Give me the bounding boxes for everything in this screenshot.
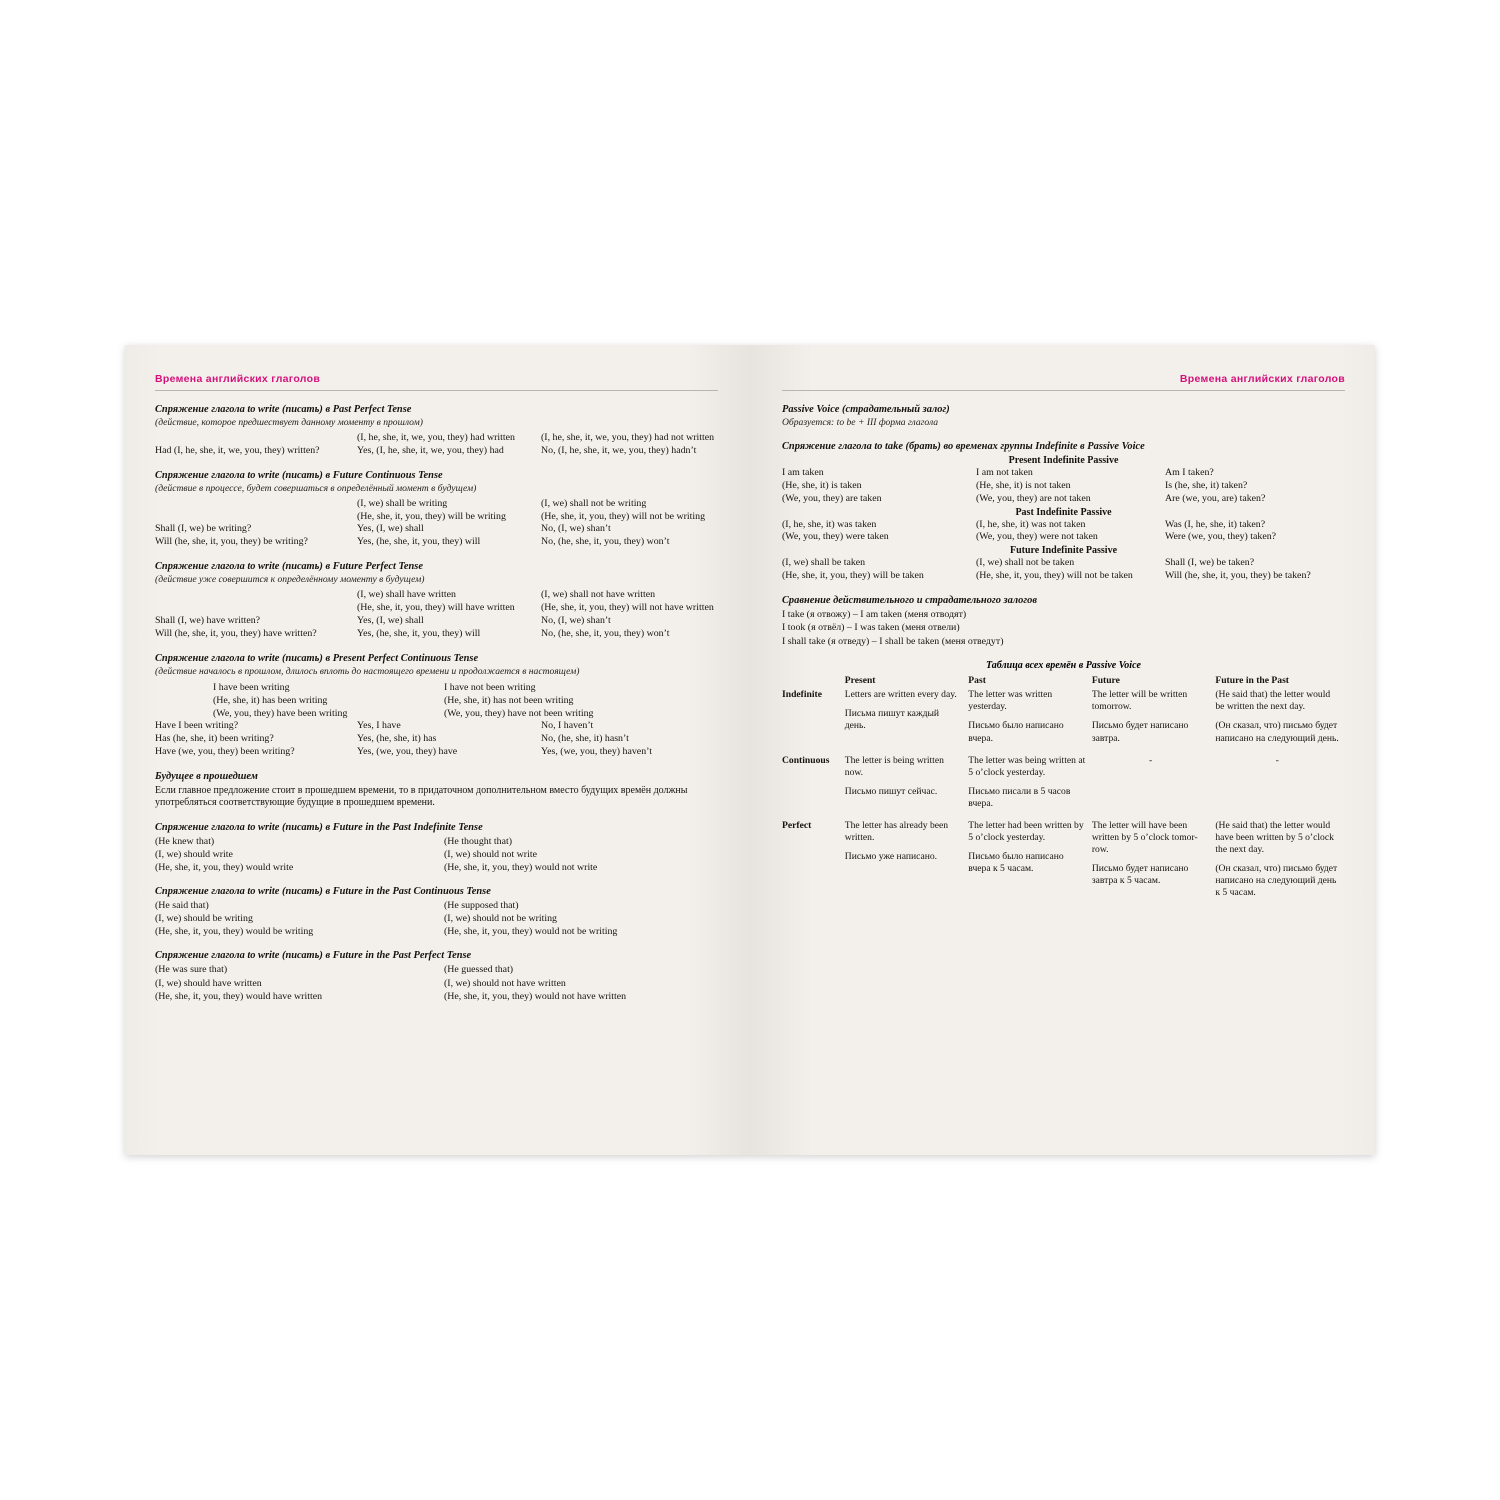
row-label-continuous: Continuous — [782, 754, 830, 766]
cell: Yes, (I, we) shall — [357, 523, 424, 535]
cell: (I, he, she, it, we, you, they) had not written — [541, 431, 715, 443]
section-title: Спряжение глагола to write (писать) в Past Perfect Tense — [155, 404, 412, 415]
cell: No, I haven’t — [541, 719, 594, 731]
section-title: Спряжение глагола to write (писать) в Future Continuous Tense — [155, 469, 443, 481]
cell: Yes, (he, she, it, you, they) will — [357, 536, 481, 548]
cell: No, (he, she, it) hasn’t — [541, 732, 629, 744]
cell-en: The letter was written yesterday. — [968, 689, 1053, 713]
cell: (I, we) should write — [155, 849, 233, 861]
comparison-line: I take (я отвожу) – I am taken (меня отводят) — [782, 609, 967, 621]
subhead-future-indefinite-passive: Future Indefinite Passive — [1009, 545, 1118, 557]
section-title: Спряжение глагола to write (писать) в Future Perfect Tense — [155, 561, 423, 573]
cell: (He, she, it, you, they) will have written — [357, 602, 515, 614]
section-title: Спряжение глагола to write (писать) в Present Perfect Continuous Tense — [155, 652, 479, 664]
col-present: Present — [844, 675, 876, 687]
col-blank — [782, 675, 845, 689]
cell: Yes, (I, we) shall — [357, 614, 424, 626]
subhead-past-indefinite-passive: Past Indefinite Passive — [1015, 506, 1112, 518]
cell: (He supposed that) — [444, 900, 519, 912]
cell-ru: Письмо писали в 5 часов вчера. — [968, 785, 1071, 809]
cell: Have I been writing? — [155, 719, 239, 731]
cell: (I, we) shall be taken — [782, 557, 866, 569]
cell-en: (He said that) the letter would be written the next day. — [1215, 689, 1331, 713]
cell — [155, 511, 353, 524]
cell — [155, 432, 353, 445]
cell: Yes, (we, you, they) have — [357, 745, 458, 757]
table-row — [782, 689, 1345, 754]
cell: (I, he, she, it) was not taken — [976, 518, 1086, 530]
cell-ru: Письмо будет написано завтра к 5 часам. — [1091, 863, 1189, 887]
cell: (He, she, it, you, they) would not be writing — [444, 926, 618, 938]
cell-ru: Письмо пишут сейчас. — [844, 785, 938, 797]
cell: (He, she, it, you, they) will not have written — [541, 602, 714, 614]
cell: (He, she, it, you, they) will be writing — [357, 510, 506, 522]
cell: (He was sure that) — [155, 964, 228, 976]
cell-en: The letter was being written at 5 o’clock yesterday. — [968, 754, 1086, 778]
conjugation-grid — [155, 963, 718, 1002]
cell-en: The letter will be written tomorrow. — [1091, 689, 1188, 713]
section-title: Спряжение глагола to write (писать) в Future in the Past Perfect Tense — [155, 950, 472, 962]
cell: (We, you, they) were not taken — [976, 531, 1098, 543]
cell: (He, she, it) is not taken — [976, 479, 1071, 491]
table-header-row — [782, 675, 1345, 689]
cell: I have not been writing — [444, 681, 536, 693]
cell: (I, we) shall have written — [357, 589, 456, 601]
row-label-perfect: Рerfect — [782, 819, 812, 831]
cell: Will (he, she, it, you, they) be taken? — [1165, 570, 1311, 582]
cell — [968, 820, 1092, 909]
conjugation-grid — [155, 432, 718, 458]
conjugation-grid-affirm — [155, 681, 718, 720]
running-head-right: Времена английских глаголов — [782, 373, 1345, 391]
cell-en: The letter has already been written. — [844, 819, 949, 843]
cell: Were (we, you, they) taken? — [1165, 531, 1277, 543]
cell: (I, we) should not write — [444, 849, 537, 861]
cell: Shall (I, we) be taken? — [1165, 557, 1255, 569]
cell: (He, she, it) has been writing — [213, 694, 328, 706]
cell: Yes, (he, she, it) has — [357, 732, 437, 744]
cell: (I, we) should not have written — [444, 977, 566, 989]
conjugation-grid — [155, 835, 718, 874]
cell — [1215, 820, 1345, 909]
cell: (He, she, it, you, they) would not write — [444, 862, 598, 874]
passive-voice-formula: Образуется: to be + III форма глагола — [782, 417, 939, 428]
cell: Will (he, she, it, you, they) be writing? — [155, 536, 308, 548]
section-note: (действие, которое предшествует данному моменту в прошлом) — [155, 417, 423, 428]
left-page — [125, 345, 750, 1155]
cell: (He thought that) — [444, 836, 513, 848]
cell: No, (I, he, she, it, we, you, they) hadn’t — [541, 444, 697, 456]
cell-en: (He said that) the letter would have been written by 5 o’clock the next day. — [1215, 819, 1334, 856]
conjugation-grid — [155, 498, 718, 550]
cell: Have (we, you, they) been writing? — [155, 745, 295, 757]
cell: Shall (I, we) be writing? — [155, 523, 252, 535]
passive-voice-title: Passive Voice (страдательный залог) — [782, 404, 950, 415]
comparison-title: Сравнение действительного и страдательного залогов — [782, 595, 1037, 607]
cell: (We, you, they) have been writing — [213, 707, 348, 719]
cell: (I, we) shall not have written — [541, 589, 656, 601]
cell — [1092, 820, 1216, 909]
cell: (He, she, it, you, they) will not be taken — [976, 570, 1133, 582]
cell: (He said that) — [155, 900, 209, 912]
right-page — [750, 345, 1375, 1155]
cell: No, (he, she, it, you, they) won’t — [541, 627, 670, 639]
conjugation-grid — [155, 589, 718, 641]
cell: (He, she, it) is taken — [782, 479, 862, 491]
table-row — [782, 820, 1345, 909]
comparison-lines — [782, 608, 1345, 648]
cell: (We, you, they) are taken — [782, 492, 882, 504]
passive-table-title: Таблица всех времён в Passive Voice — [986, 660, 1141, 672]
cell — [845, 820, 969, 909]
cell-empty: - — [1148, 754, 1153, 766]
section-note: (действие началось в прошлом, длилось вплоть до настоящего времени и продолжается в настоящем) — [155, 665, 580, 677]
cell: Will (he, she, it, you, they) have written? — [155, 627, 317, 639]
cell-en: The letter will have been written by 5 o’clock tomor-row. — [1091, 819, 1198, 856]
cell: Has (he, she, it) been writing? — [155, 732, 274, 744]
cell: (He, she, it, you, they) would write — [155, 862, 294, 874]
cell: (He knew that) — [155, 836, 215, 848]
cell-ru: (Он сказал, что) письмо будет написано на следующий день к 5 часам. — [1215, 863, 1338, 899]
comparison-line: I shall take (я отведу) – I shall be taken (меня отведут) — [782, 635, 1004, 647]
cell: (I, we) should be writing — [155, 913, 253, 925]
cell — [155, 602, 353, 615]
cell — [968, 755, 1092, 820]
cell: Yes, (we, you, they) haven’t — [541, 745, 652, 757]
cell: (I, we) should not be writing — [444, 913, 557, 925]
cell: (He, she, it, you, they) would have written — [155, 990, 323, 1002]
col-future-in-past: Future in the Past — [1215, 675, 1289, 687]
cell: Had (I, he, she, it, we, you, they) written? — [155, 444, 320, 456]
cell — [155, 498, 353, 511]
passive-conjugation-title: Спряжение глагола to take (брать) во временах группы Indefinite в Passive Voice — [782, 440, 1145, 452]
section-note: (действие в процессе, будет совершаться в определённый момент в будущем) — [155, 482, 477, 494]
cell — [845, 689, 969, 754]
cell-en: Letters are written every day. — [844, 689, 957, 701]
cell — [155, 589, 353, 602]
cell-ru: Письмо уже написано. — [844, 851, 938, 863]
cell-ru: Письмо было написано вчера к 5 часам. — [968, 851, 1064, 875]
cell: Are (we, you, are) taken? — [1165, 492, 1266, 504]
col-future: Future — [1091, 675, 1120, 687]
cell: (I, we) shall not be writing — [541, 497, 647, 509]
cell-ru: Письма пишут каждый день. — [844, 708, 940, 732]
cell: (I, we) shall be writing — [357, 497, 448, 509]
cell: I have been writing — [213, 681, 290, 693]
cell-ru: (Он сказал, что) письмо будет написано на следующий день. — [1215, 720, 1339, 744]
cell: Shall (I, we) have written? — [155, 614, 261, 626]
cell: (I, he, she, it) was taken — [782, 518, 877, 530]
cell: Am I taken? — [1165, 466, 1214, 478]
passive-tenses-table — [782, 675, 1345, 909]
section-title: Спряжение глагола to write (писать) в Future in the Past Continuous Tense — [155, 886, 491, 898]
section-title: Спряжение глагола to write (писать) в Future in the Past Indefinite Tense — [155, 822, 483, 834]
cell: (He, she, it, you, they) will not be writing — [541, 510, 706, 522]
cell: I am taken — [782, 466, 824, 478]
cell-ru: Письмо было написано вчера. — [968, 720, 1064, 744]
cell-ru: Письмо будет написано завтра. — [1091, 720, 1189, 744]
cell: (He, she, it, you, they) would be writing — [155, 926, 314, 938]
section-title-future-in-past: Будущее в прошедшем — [155, 770, 258, 782]
cell: (He, she, it, you, they) would not have written — [444, 990, 627, 1002]
conjugation-grid-question — [155, 720, 718, 759]
row-label-indefinite: Indefinite — [782, 689, 822, 701]
comparison-line: I took (я отвёл) – I was taken (меня отвели) — [782, 622, 960, 634]
cell: Yes, I have — [357, 719, 401, 731]
future-in-past-text: Если главное предложение стоит в прошедшем времени, то в придаточном дополнительном вместо будущих времён должны употребляться соответствующие будущие в прошедшем времени. — [155, 784, 688, 809]
passive-present-grid — [782, 454, 1345, 583]
cell-en: The letter is being written now. — [844, 754, 944, 778]
cell: Was (I, he, she, it) taken? — [1165, 518, 1266, 530]
cell: (We, you, they) are not taken — [976, 492, 1091, 504]
cell: (He, she, it, you, they) will be taken — [782, 570, 924, 582]
cell: (We, you, they) have not been writing — [444, 707, 594, 719]
cell: (He guessed that) — [444, 964, 514, 976]
cell: (I, we) shall not be taken — [976, 557, 1075, 569]
cell: No, (I, we) shan’t — [541, 523, 611, 535]
cell: I am not taken — [976, 466, 1033, 478]
cell: Yes, (I, he, she, it, we, you, they) had — [357, 444, 504, 456]
cell: Is (he, she, it) taken? — [1165, 479, 1248, 491]
subhead-present-indefinite-passive: Present Indefinite Passive — [1008, 454, 1119, 466]
section-note: (действие уже совершится к определённому моменту в будущем) — [155, 574, 425, 586]
col-past: Past — [968, 675, 986, 687]
cell: (He, she, it) has not been writing — [444, 694, 574, 706]
cell: No, (I, we) shan’t — [541, 614, 611, 626]
book-spread — [125, 345, 1375, 1155]
running-head-left: Времена английских глаголов — [155, 373, 718, 391]
cell: Yes, (he, she, it, you, they) will — [357, 627, 481, 639]
cell — [845, 755, 969, 820]
conjugation-grid — [155, 899, 718, 938]
cell — [1215, 689, 1345, 754]
cell — [1092, 689, 1216, 754]
table-row — [782, 755, 1345, 820]
cell — [968, 689, 1092, 754]
cell: (We, you, they) were taken — [782, 531, 889, 543]
cell: No, (he, she, it, you, they) won’t — [541, 536, 670, 548]
cell: (I, he, she, it, we, you, they) had written — [357, 431, 515, 443]
cell-en: The letter had been written by 5 o’clock yesterday. — [968, 819, 1084, 843]
cell-empty: - — [1275, 754, 1279, 766]
cell: (I, we) should have written — [155, 977, 262, 989]
